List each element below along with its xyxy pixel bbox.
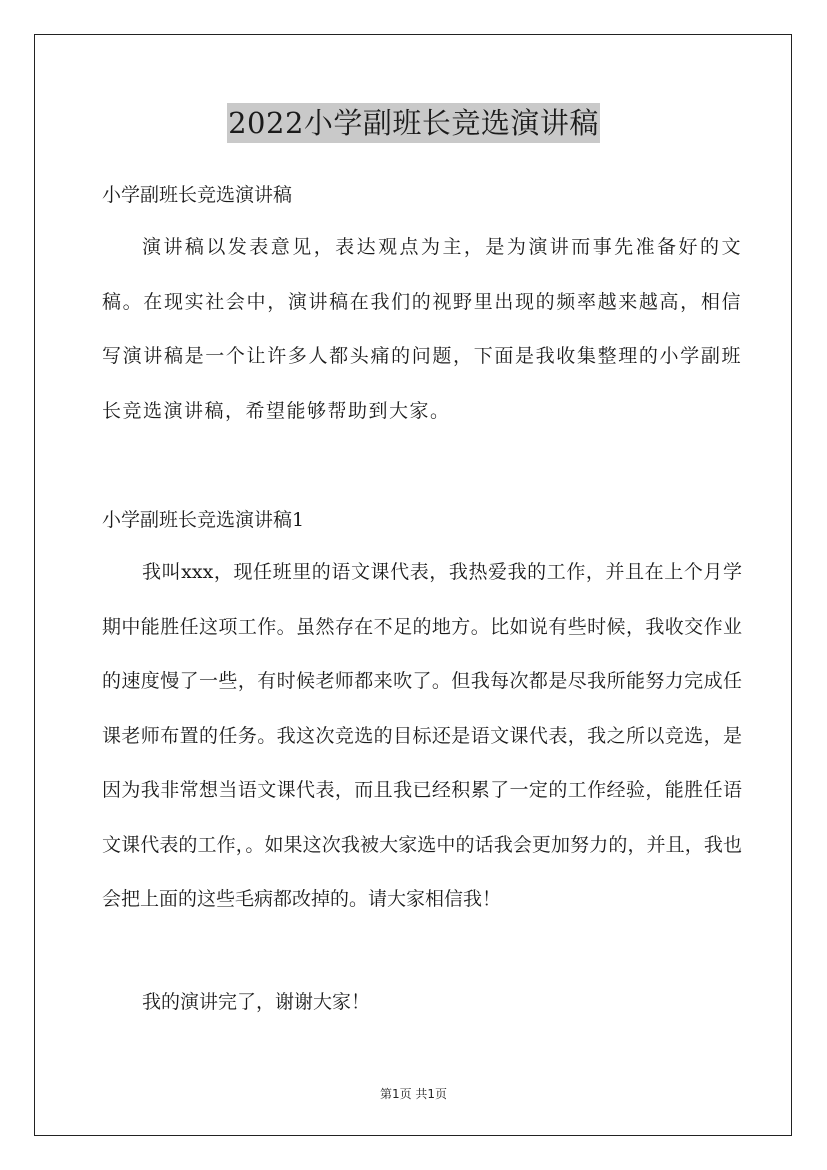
title-container: [0, 103, 827, 143]
section-body-paragraph: 我叫xxx，现任班里的语文课代表，我热爱我的工作，并且在上个月学期中能胜任这项工作。虽然存在不足的地方。比如说有些时候，我收交作业的速度慢了一些，有时候老师都来吹了。但我每次都是尽我所能努力完成任课老师布置的任务。我这次竞选的目标还是语文课代表，我之所以竞选，是因为我非常想当语文课代表，而且我已经积累了一定的工作经验，能胜任语文课代表的工作，。如果这次我被大家选中的话我会更加努力的，并且，我也会把上面的这些毛病都改掉的。请大家相信我！: [102, 561, 742, 910]
page-footer: 第1页 共1页: [379, 1087, 448, 1101]
document-title: 2022小学副班长竞选演讲稿: [227, 103, 600, 143]
section-heading: 小学副班长竞选演讲稿1: [102, 509, 305, 531]
subtitle: 小学副班长竞选演讲稿: [102, 184, 293, 206]
closing-paragraph: 我的演讲完了，谢谢大家！: [142, 991, 371, 1013]
intro-paragraph: 演讲稿以发表意见，表达观点为主，是为演讲而事先准备好的文稿。在现实社会中，演讲稿在我们的视野里出现的频率越来越高，相信写演讲稿是一个让许多人都头痛的问题，下面是我收集整理的小学副班长竞选演讲稿，希望能够帮助到大家。: [102, 236, 742, 422]
